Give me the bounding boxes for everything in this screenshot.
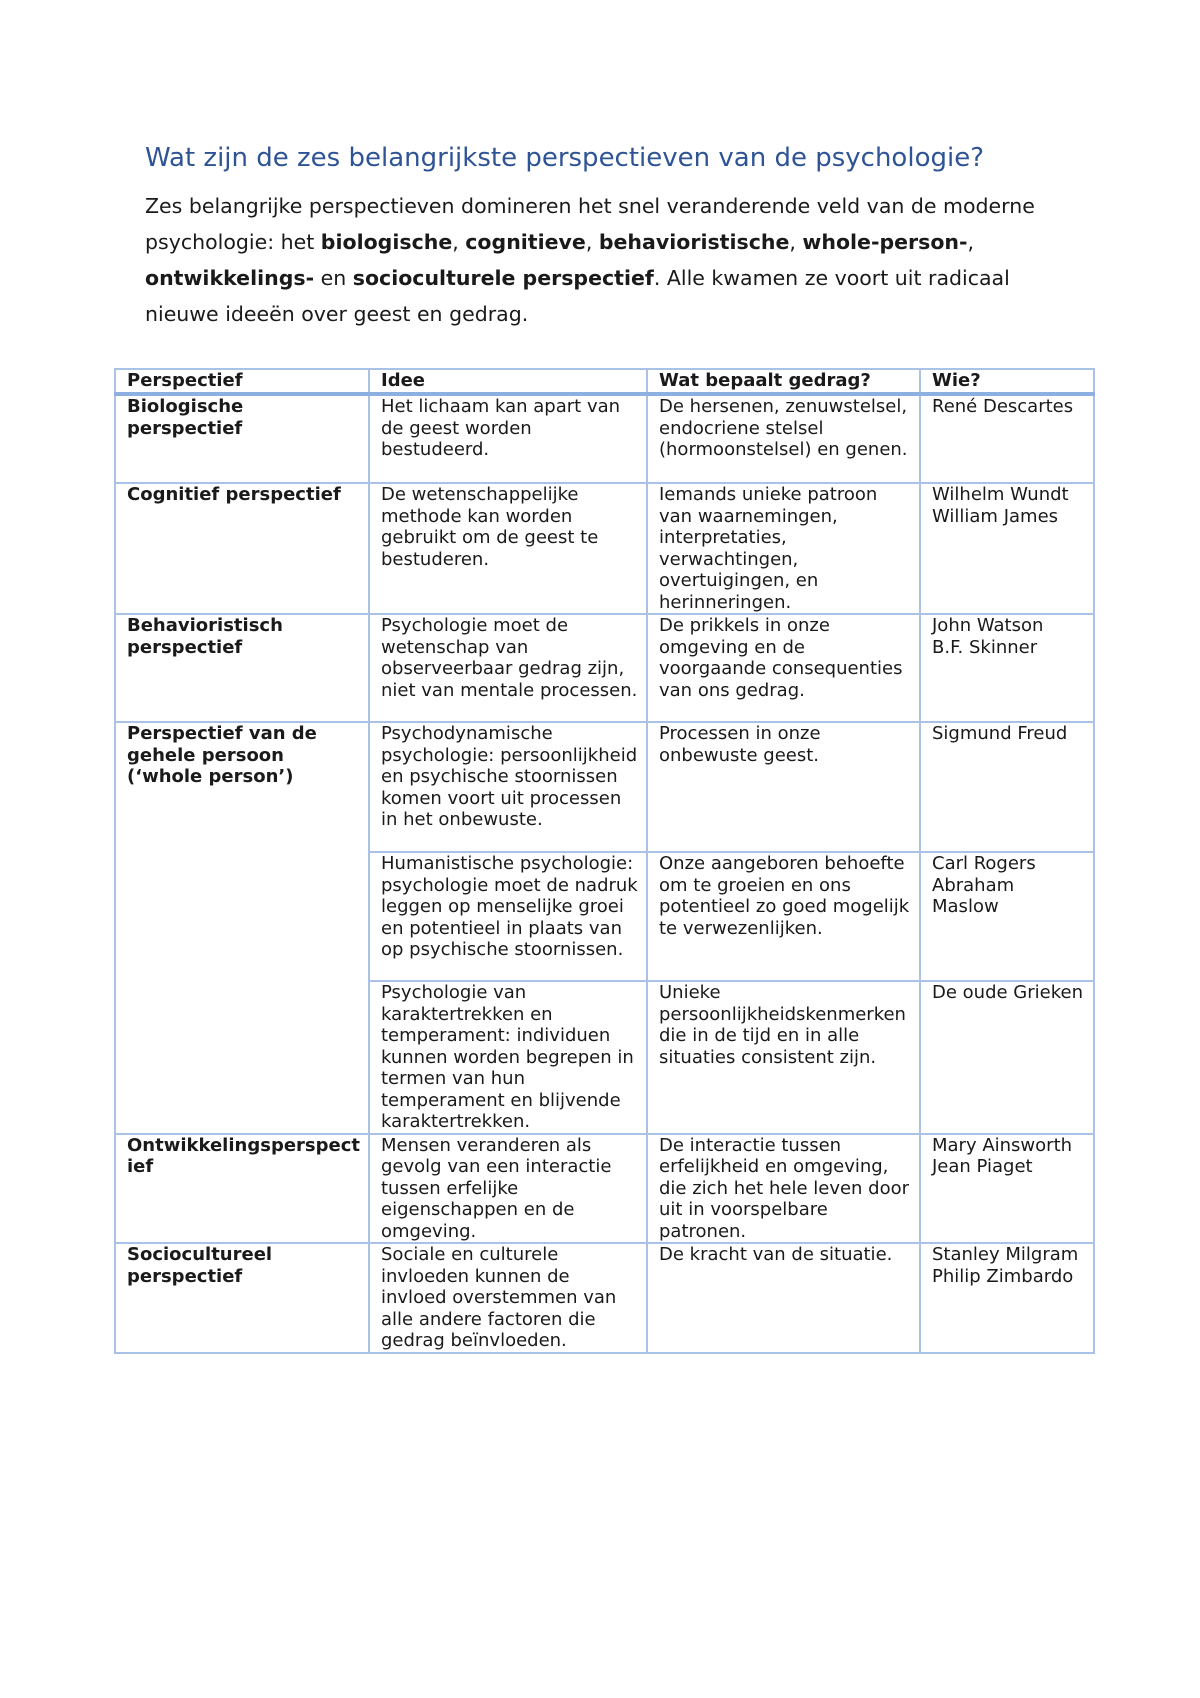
header-wie: Wie? xyxy=(920,369,1094,394)
cell-idee: Mensen veranderen als gevolg van een interactie tussen erfelijke eigenschappen en de omgeving. xyxy=(369,1134,647,1244)
person-name: Abraham Maslow xyxy=(932,874,1015,917)
person-name: Wilhelm Wundt xyxy=(932,484,1069,505)
perspectives-table xyxy=(114,368,1095,1354)
cell-gedrag: Processen in onze onbewuste geest. xyxy=(647,722,920,852)
table-row xyxy=(115,483,1094,614)
cell-idee: Humanistische psychologie: psychologie moet de nadruk leggen op menselijke groei en potentieel in plaats van op psychische stoornissen. xyxy=(369,852,647,981)
person-name: B.F. Skinner xyxy=(932,636,1038,658)
person-name: Carl Rogers xyxy=(932,853,1036,874)
table-row xyxy=(115,1134,1094,1244)
cell-gedrag: Iemands unieke patroon van waarnemingen, interpretaties, verwachtingen, overtuigingen, en herinneringen. xyxy=(647,483,920,614)
cell-idee: Psychologie moet de wetenschap van observeerbaar gedrag zijn, niet van mentale processen. xyxy=(369,614,647,722)
person-name: Philip Zimbardo xyxy=(932,1265,1074,1287)
cell-gedrag: Unieke persoonlijkheidskenmerken die in de tijd en in alle situaties consistent zijn. xyxy=(647,981,920,1134)
cell-perspectief: Biologische perspectief xyxy=(115,394,369,483)
cell-gedrag: Onze aangeboren behoefte om te groeien en ons potentieel zo goed mogelijk te verwezenlijken. xyxy=(647,852,920,981)
person-name: Sigmund Freud xyxy=(932,723,1068,744)
table-row xyxy=(115,1243,1094,1353)
cell-wie xyxy=(920,394,1094,483)
intro-paragraph: Zes belangrijke perspectieven domineren het snel veranderende veld van de moderne psychologie: het biologische, cognitieve, behavioristische, whole-person-, ontwikkelings- en socioculturele perspectief. Alle kwamen ze voort uit radicaal nieuwe ideeën over geest en gedrag. xyxy=(145,194,1035,326)
cell-perspectief: Cognitief perspectief xyxy=(115,483,369,614)
cell-wie xyxy=(920,722,1094,852)
cell-idee: De wetenschappelijke methode kan worden gebruikt om de geest te bestuderen. xyxy=(369,483,647,614)
header-gedrag: Wat bepaalt gedrag? xyxy=(647,369,920,394)
cell-wie xyxy=(920,483,1094,614)
table-header-row xyxy=(115,369,1094,394)
cell-wie xyxy=(920,614,1094,722)
cell-gedrag: De kracht van de situatie. xyxy=(647,1243,920,1353)
person-name: De oude Grieken xyxy=(932,982,1083,1003)
cell-wie xyxy=(920,1243,1094,1353)
table-row xyxy=(115,394,1094,483)
document-title: Wat zijn de zes belangrijkste perspectieven van de psychologie? xyxy=(145,143,984,173)
cell-gedrag: De hersenen, zenuwstelsel, endocriene stelsel (hormoonstelsel) en genen. xyxy=(647,394,920,483)
cell-perspectief: Ontwikkelingsperspectief xyxy=(115,1134,369,1244)
cell-idee: Psychodynamische psychologie: persoonlijkheid en psychische stoornissen komen voort uit processen in het onbewuste. xyxy=(369,722,647,852)
person-name: Mary Ainsworth xyxy=(932,1134,1073,1156)
table-row xyxy=(115,722,1094,852)
person-name: René Descartes xyxy=(932,396,1074,417)
cell-wie xyxy=(920,981,1094,1134)
cell-perspectief: Behavioristisch perspectief xyxy=(115,614,369,722)
cell-perspectief: Sociocultureel perspectief xyxy=(115,1243,369,1353)
cell-idee: Psychologie van karaktertrekken en temperament: individuen kunnen worden begrepen in termen van hun temperament en blijvende karaktertrekken. xyxy=(369,981,647,1134)
cell-gedrag: De prikkels in onze omgeving en de voorgaande consequenties van ons gedrag. xyxy=(647,614,920,722)
table-row xyxy=(115,614,1094,722)
cell-perspectief: Perspectief van de gehele persoon (‘whole person’) xyxy=(115,722,369,1134)
header-idee: Idee xyxy=(369,369,647,394)
cell-idee: Sociale en culturele invloeden kunnen de invloed overstemmen van alle andere factoren die gedrag beïnvloeden. xyxy=(369,1243,647,1353)
person-name: John Watson xyxy=(932,615,1044,636)
cell-idee: Het lichaam kan apart van de geest worden bestudeerd. xyxy=(369,394,647,483)
person-name: William James xyxy=(932,505,1059,527)
person-name: Stanley Milgram xyxy=(932,1244,1079,1265)
cell-gedrag: De interactie tussen erfelijkheid en omgeving, die zich het hele leven door uit in voorspelbare patronen. xyxy=(647,1134,920,1244)
cell-wie xyxy=(920,852,1094,981)
cell-wie xyxy=(920,1134,1094,1244)
person-name: Jean Piaget xyxy=(932,1156,1033,1177)
header-perspectief: Perspectief xyxy=(115,369,369,394)
